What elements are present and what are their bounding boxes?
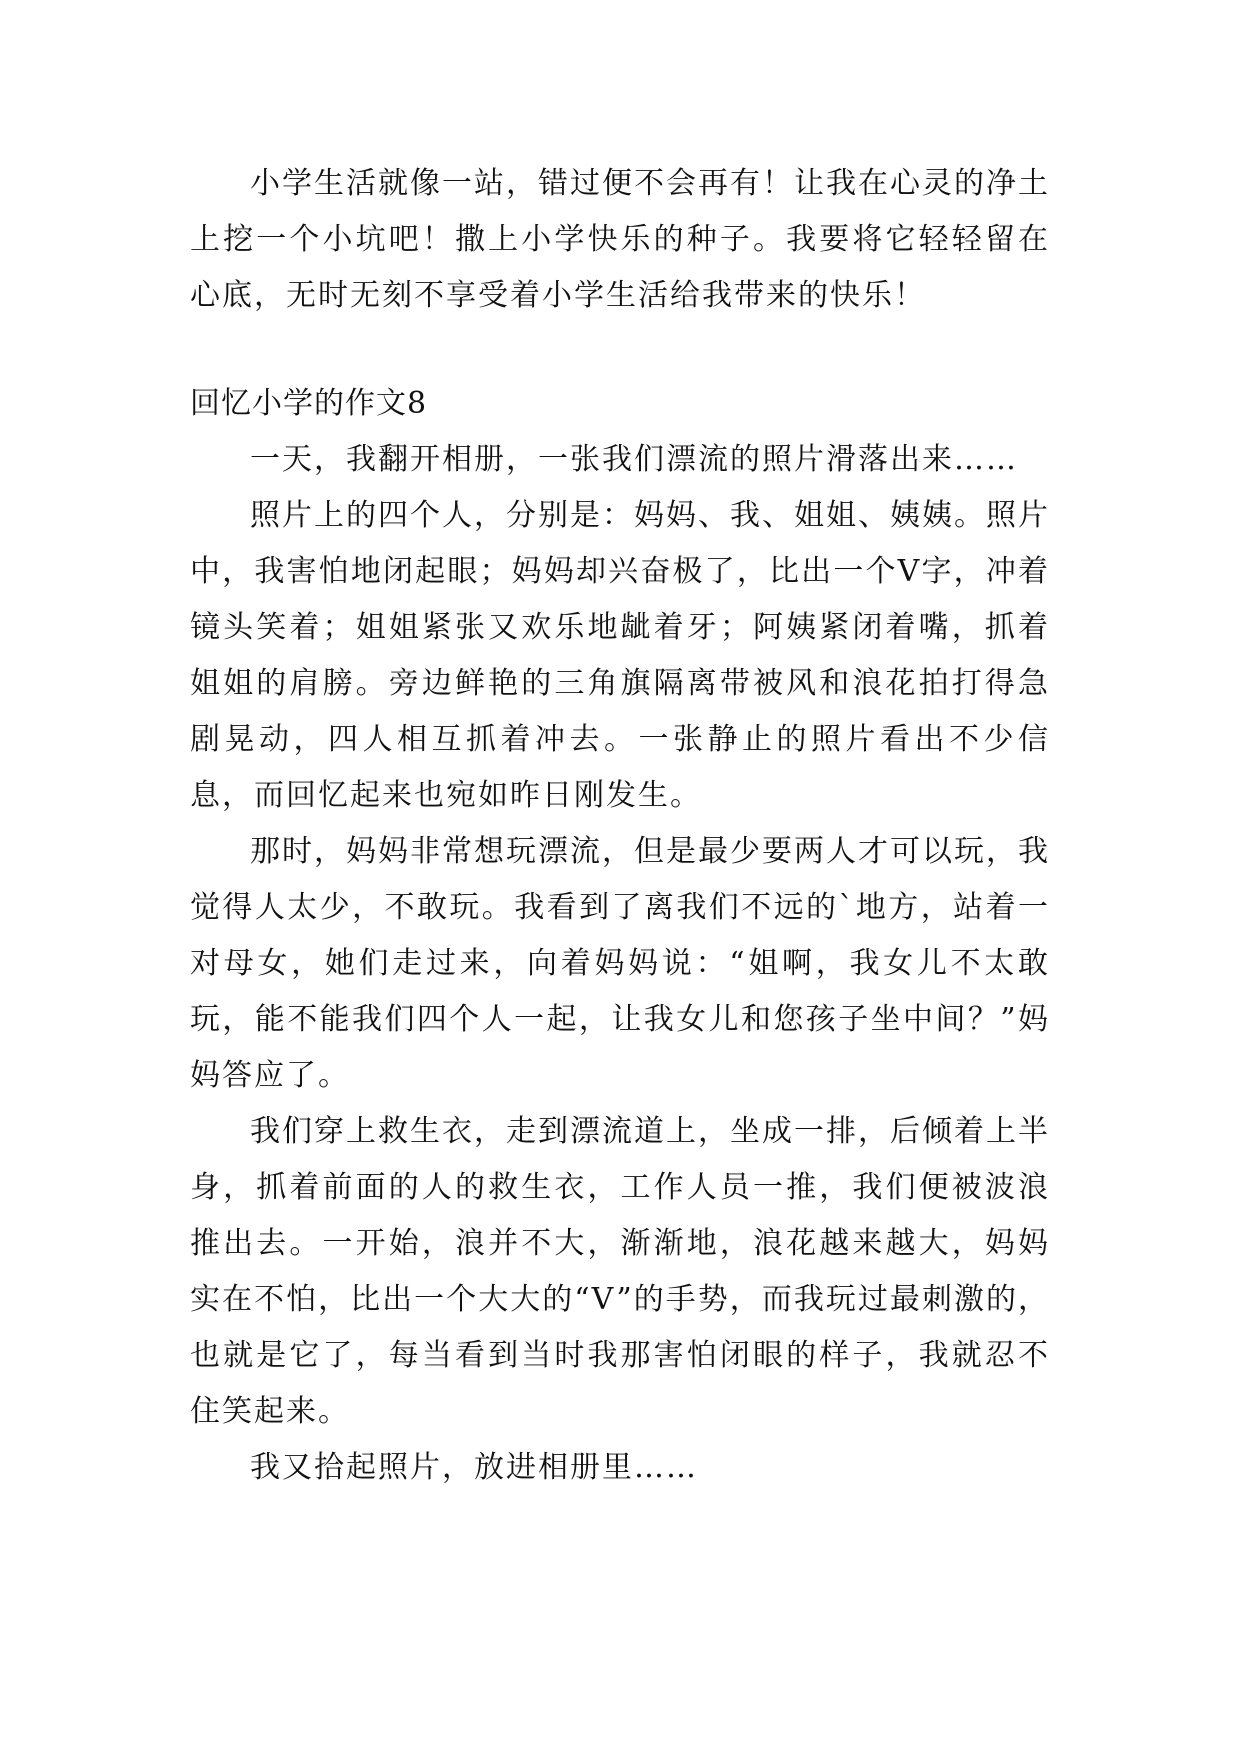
paragraph-4: 我们穿上救生衣，走到漂流道上，坐成一排，后倾着上半身，抓着前面的人的救生衣，工作人员一推，我们便被波浪推出去。一开始，浪并不大，渐渐地，浪花越来越大，妈妈实在不怕，比出一个大大的“V”的手势，而我玩过最刺激的，也就是它了，每当看到当时我那害怕闭眼的样子，我就忍不住笑起来。 bbox=[190, 1114, 1050, 1429]
paragraph-3: 那时，妈妈非常想玩漂流，但是最少要两人才可以玩，我觉得人太少，不敢玩。我看到了离我们不远的`地方，站着一对母女，她们走过来，向着妈妈说：“姐啊，我女儿不太敢玩，能不能我们四个人一起，让我女儿和您孩子坐中间？”妈妈答应了。 bbox=[190, 834, 1050, 1093]
section-title: 回忆小学的作文8 bbox=[190, 386, 428, 421]
intro-paragraph: 小学生活就像一站，错过便不会再有！让我在心灵的净土上挖一个小坑吧！撒上小学快乐的种子。我要将它轻轻留在心底，无时无刻不享受着小学生活给我带来的快乐！ bbox=[190, 166, 1050, 313]
paragraph-1: 一天，我翻开相册，一张我们漂流的照片滑落出来…… bbox=[250, 442, 1018, 477]
section-spacer bbox=[190, 324, 1050, 376]
document-body bbox=[190, 156, 1050, 1496]
paragraph-5: 我又拾起照片，放进相册里…… bbox=[250, 1450, 698, 1485]
paragraph-2: 照片上的四个人，分别是：妈妈、我、姐姐、姨姨。照片中，我害怕地闭起眼；妈妈却兴奋极了，比出一个V字，冲着镜头笑着；姐姐紧张又欢乐地龇着牙；阿姨紧闭着嘴，抓着姐姐的肩膀。旁边鲜艳的三角旗隔离带被风和浪花拍打得急剧晃动，四人相互抓着冲去。一张静止的照片看出不少信息，而回忆起来也宛如昨日刚发生。 bbox=[190, 498, 1050, 813]
